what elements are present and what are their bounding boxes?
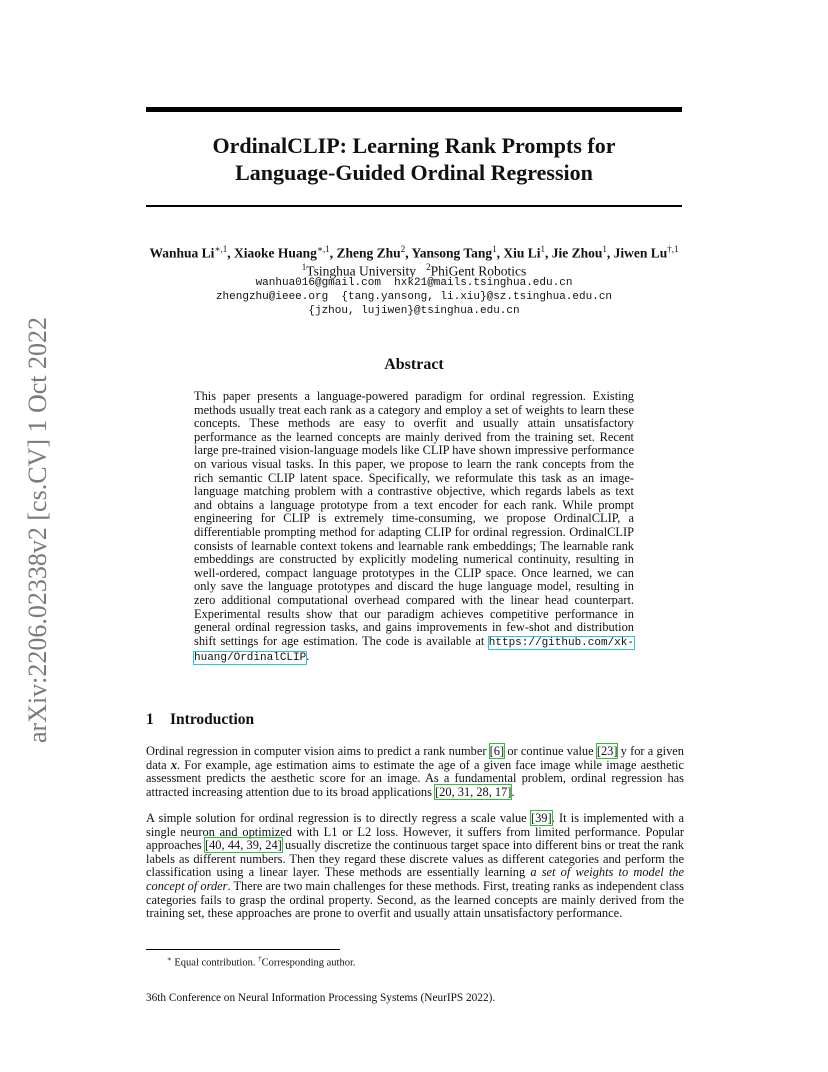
author-name: Xiaoke Huang	[233, 245, 317, 261]
email-line-3: {jzhou, lujiwen}@tsinghua.edu.cn	[308, 305, 520, 317]
paragraph-text: y for a given data	[146, 744, 684, 772]
email-line-1: wanhua016@gmail.com hxk21@mails.tsinghua.edu.cn	[255, 277, 573, 289]
paragraph-text: . For example, age estimation aims to estimate the age of a given face image while image aesthetic assessment predicts the aesthetic score for an image. As a fundamental problem, ordinal regression has attracted increasing attention due to its broad applications	[146, 757, 684, 799]
citation-link[interactable]: [23]	[596, 744, 618, 758]
footnote-marker: ∗	[167, 955, 172, 963]
author-name: Jie Zhou	[551, 245, 603, 261]
author-marker: 1	[602, 244, 607, 254]
citation-link[interactable]: [39]	[530, 811, 552, 825]
arxiv-identifier	[18, 316, 58, 744]
title-line-1: OrdinalCLIP: Learning Rank Prompts for	[212, 133, 616, 158]
paragraph-text: . There are two main challenges for these methods. First, treating ranks as independent class categories fails to grasp the ordinal property. Second, as the learned concepts are mainly derived from the training set, these approaches are prone to overfit and usually attain unsatisfactory performance.	[146, 878, 684, 921]
abstract-body	[194, 390, 634, 666]
footnote-text: Equal contribution.	[171, 957, 259, 969]
paragraph-text: usually discretize the continuous target space into different bins or treat the rank labels as different numbers. Then they regard these discrete values as different categories and perform the classification using a linear layer. These methods are essentially learning	[146, 838, 685, 880]
author-name: Yansong Tang	[411, 245, 493, 261]
author-marker: 1	[540, 244, 546, 254]
conference-note: 36th Conference on Neural Information Processing Systems (NeurIPS 2022).	[146, 992, 496, 1004]
citation-link[interactable]: [20, 31, 28, 17]	[435, 784, 512, 799]
paragraph-text: .	[511, 784, 515, 799]
title-bottom-rule	[146, 205, 682, 207]
title-line-2: Language-Guided Ordinal Regression	[235, 160, 593, 185]
author-list: Wanhua $Li^{∗,1}$, Xiaoke Huang$^{∗,1}$, Zheng Zhu$^2$, Yansong Tang$^1$, Xiu Li$^1$, Jie Zhou$^1$, Jiwen $Lu^{\dagger,1}$	[149, 244, 679, 261]
footnote-rule	[146, 949, 340, 950]
paragraph-text: Ordinal regression in computer vision aims to predict a rank number	[146, 744, 490, 758]
title-top-rule	[146, 107, 682, 112]
abstract-end: .	[306, 649, 310, 664]
affiliation-marker: 2	[426, 262, 431, 272]
arxiv-id-text: arXiv:2206.02338v2 [cs.CV] 1 Oct 2022	[23, 316, 52, 744]
author-name: Wanhua Li	[149, 245, 215, 261]
author-name: Xiu Li	[503, 245, 541, 261]
paragraph-text: or continue value	[504, 744, 597, 758]
emphasis-text: a set of weights to model the concept of order	[146, 865, 684, 893]
footnote-marker: †	[258, 955, 262, 963]
affiliation-marker: 1	[301, 262, 307, 272]
author-marker: 2	[400, 244, 406, 254]
author-marker: 1	[492, 244, 497, 254]
affiliation-name: PhiGent Robotics	[430, 263, 527, 279]
section-heading	[146, 711, 254, 729]
footnote-text: Corresponding author.	[261, 957, 356, 969]
intro-paragraph-2	[146, 812, 684, 921]
math-variable: x	[170, 757, 178, 772]
citation-link[interactable]: [40, 44, 39, 24]	[204, 838, 282, 853]
abstract-heading: Abstract	[384, 356, 444, 373]
paragraph-text: . It is implemented with a single neuron and optimized with L1 or L2 loss. However, it suffers from limited performance. Popular approaches	[146, 811, 685, 853]
author-marker: ∗,1	[316, 244, 330, 254]
intro-paragraph-1	[146, 745, 684, 799]
paper-title	[146, 132, 682, 186]
affiliation-name: Tsinghua University	[306, 263, 416, 279]
abstract-text: This paper presents a language-powered paradigm for ordinal regression. Existing methods usually treat each rank as a category and employ a set of weights to learn these concepts. These methods are easy to overfit and usually attain unsatisfactory performance as the learned concepts are mainly derived from the training set. Recent large pre-trained vision-language models like CLIP have shown impressive performance on various visual tasks. In this paper, we propose to learn the rank concepts from the rich semantic CLIP latent space. Specifically, we reformulate this task as an image-language matching problem with a contrastive objective, which regards labels as text and obtains a language prototype from a text encoder for each rank. While prompt engineering for CLIP is extremely time-consuming, we propose OrdinalCLIP, a differentiable prompting method for adapting CLIP for ordinal regression. OrdinalCLIP consists of learnable context tokens and learnable rank embeddings; The learnable rank embeddings are constructed by explicitly modeling numerical continuity, resulting in well-ordered, compact language prototypes in the CLIP space. Once learned, we can only save the language prototypes and discard the huge language model, resulting in zero additional computational overhead compared with the linear head counterpart. Experimental results show that our paradigm achieves competitive performance in general ordinal regression tasks, and gains improvements in few-shot and distribution shift settings for age estimation. The code is available at	[194, 389, 634, 648]
email-line-2: zhengzhu@ieee.org {tang.yansong, li.xiu}@sz.tsinghua.edu.cn	[215, 291, 613, 303]
author-marker: ∗,1	[214, 244, 228, 254]
section-title: Introduction	[170, 711, 255, 728]
footnote	[167, 955, 356, 969]
section-number: 1	[146, 711, 154, 728]
author-marker: †,1	[667, 244, 679, 254]
code-link[interactable]: https://github.com/xk-huang/OrdinalCLIP	[194, 636, 634, 665]
paragraph-text: A simple solution for ordinal regression is to directly regress a scale value	[146, 811, 531, 825]
author-name: Jiwen Lu	[613, 245, 668, 261]
author-name: Zheng Zhu	[336, 245, 401, 261]
citation-link[interactable]: [6]	[489, 744, 505, 758]
